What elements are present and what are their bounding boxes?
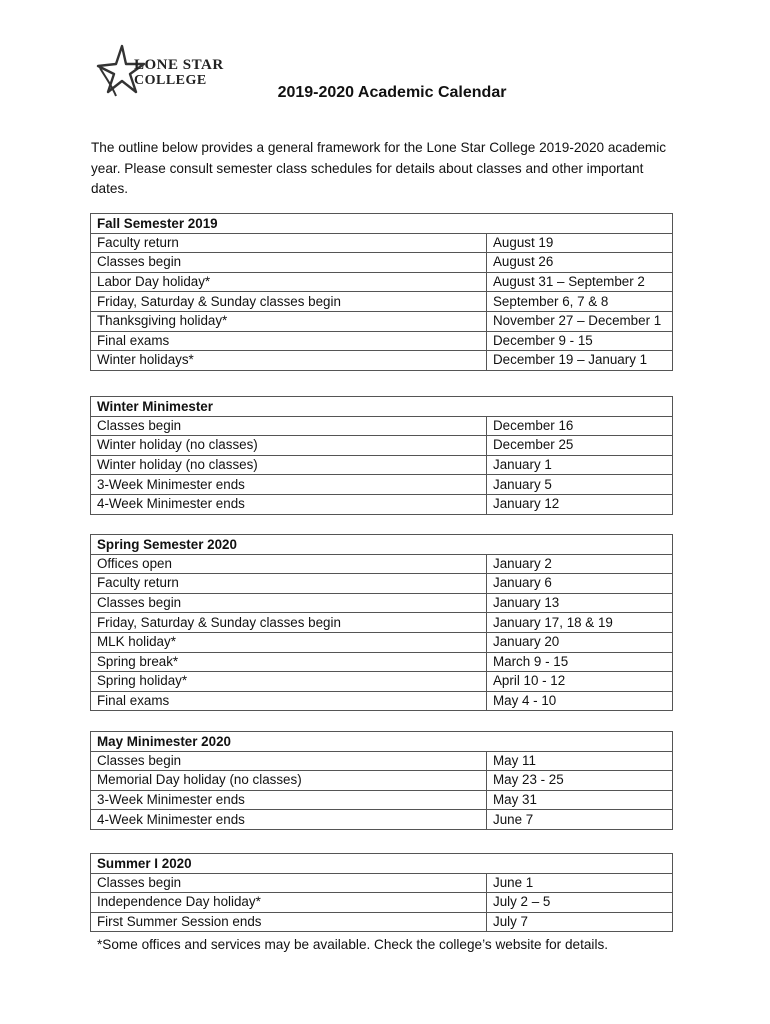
table-row (91, 455, 673, 475)
event-date: July 2 – 5 (487, 893, 673, 913)
event-date: June 1 (487, 873, 673, 893)
event-date: January 5 (487, 475, 673, 495)
table-row (91, 593, 673, 613)
event-name: 3-Week Minimester ends (91, 475, 487, 495)
event-name: Friday, Saturday & Sunday classes begin (91, 613, 487, 633)
page-title: 2019-2020 Academic Calendar (277, 84, 507, 101)
event-date: January 12 (487, 494, 673, 514)
section-table (90, 213, 673, 371)
event-date: January 6 (487, 574, 673, 594)
event-name: Classes begin (91, 873, 487, 893)
event-date: December 19 – January 1 (487, 351, 673, 371)
event-name: Friday, Saturday & Sunday classes begin (91, 292, 487, 312)
event-date: January 2 (487, 554, 673, 574)
table-row (91, 912, 673, 932)
event-date: December 25 (487, 436, 673, 456)
event-name: Winter holidays* (91, 351, 487, 371)
event-name: Independence Day holiday* (91, 893, 487, 913)
table-row (91, 351, 673, 371)
table-row (91, 272, 673, 292)
event-name: 3-Week Minimester ends (91, 790, 487, 810)
table-row (91, 436, 673, 456)
event-name: First Summer Session ends (91, 912, 487, 932)
section-heading: Fall Semester 2019 (91, 214, 673, 234)
event-date: December 9 - 15 (487, 331, 673, 351)
table-row (91, 893, 673, 913)
section-table (90, 396, 673, 515)
table-row (91, 253, 673, 273)
table-row (91, 790, 673, 810)
event-name: Classes begin (91, 751, 487, 771)
event-name: Classes begin (91, 416, 487, 436)
logo-line-1: LONE STAR (134, 57, 224, 73)
table-row (91, 574, 673, 594)
table-row (91, 632, 673, 652)
section-heading: May Minimester 2020 (91, 732, 673, 752)
table-row (91, 292, 673, 312)
event-name: MLK holiday* (91, 632, 487, 652)
event-name: Winter holiday (no classes) (91, 436, 487, 456)
table-row (91, 494, 673, 514)
table-row (91, 331, 673, 351)
event-date: July 7 (487, 912, 673, 932)
event-date: January 17, 18 & 19 (487, 613, 673, 633)
table-row (91, 672, 673, 692)
event-date: January 13 (487, 593, 673, 613)
table-row (91, 810, 673, 830)
table-row (91, 873, 673, 893)
event-date: March 9 - 15 (487, 652, 673, 672)
event-name: Final exams (91, 691, 487, 711)
event-date: June 7 (487, 810, 673, 830)
event-date: August 31 – September 2 (487, 272, 673, 292)
event-date: January 20 (487, 632, 673, 652)
event-name: Offices open (91, 554, 487, 574)
event-date: May 11 (487, 751, 673, 771)
event-date: May 23 - 25 (487, 771, 673, 791)
section-heading: Winter Minimester (91, 397, 673, 417)
event-date: January 1 (487, 455, 673, 475)
event-name: 4-Week Minimester ends (91, 810, 487, 830)
event-name: Spring break* (91, 652, 487, 672)
event-name: 4-Week Minimester ends (91, 494, 487, 514)
event-date: May 31 (487, 790, 673, 810)
event-date: August 26 (487, 253, 673, 273)
section-table (90, 731, 673, 830)
table-row (91, 652, 673, 672)
event-date: November 27 – December 1 (487, 311, 673, 331)
section-table (90, 534, 673, 711)
table-row (91, 475, 673, 495)
section-heading: Spring Semester 2020 (91, 535, 673, 555)
section-heading: Summer I 2020 (91, 854, 673, 874)
footnote: *Some offices and services may be available. Check the college’s website for details. (97, 937, 609, 952)
event-name: Faculty return (91, 574, 487, 594)
table-row (91, 233, 673, 253)
event-name: Final exams (91, 331, 487, 351)
table-row (91, 691, 673, 711)
event-name: Labor Day holiday* (91, 272, 487, 292)
event-name: Thanksgiving holiday* (91, 311, 487, 331)
section-table (90, 853, 673, 932)
table-row (91, 751, 673, 771)
event-date: April 10 - 12 (487, 672, 673, 692)
intro-paragraph: The outline below provides a general framework for the Lone Star College 2019-2020 academic year. Please consult semester class schedules for details about classes and other important dates. (91, 140, 667, 196)
table-row (91, 416, 673, 436)
table-row (91, 613, 673, 633)
table-row (91, 771, 673, 791)
event-date: August 19 (487, 233, 673, 253)
event-name: Spring holiday* (91, 672, 487, 692)
event-name: Faculty return (91, 233, 487, 253)
event-name: Classes begin (91, 253, 487, 273)
event-date: May 4 - 10 (487, 691, 673, 711)
event-name: Memorial Day holiday (no classes) (91, 771, 487, 791)
logo-line-2: COLLEGE (134, 73, 207, 88)
table-row (91, 554, 673, 574)
table-row (91, 311, 673, 331)
event-date: December 16 (487, 416, 673, 436)
event-name: Classes begin (91, 593, 487, 613)
event-date: September 6, 7 & 8 (487, 292, 673, 312)
event-name: Winter holiday (no classes) (91, 455, 487, 475)
